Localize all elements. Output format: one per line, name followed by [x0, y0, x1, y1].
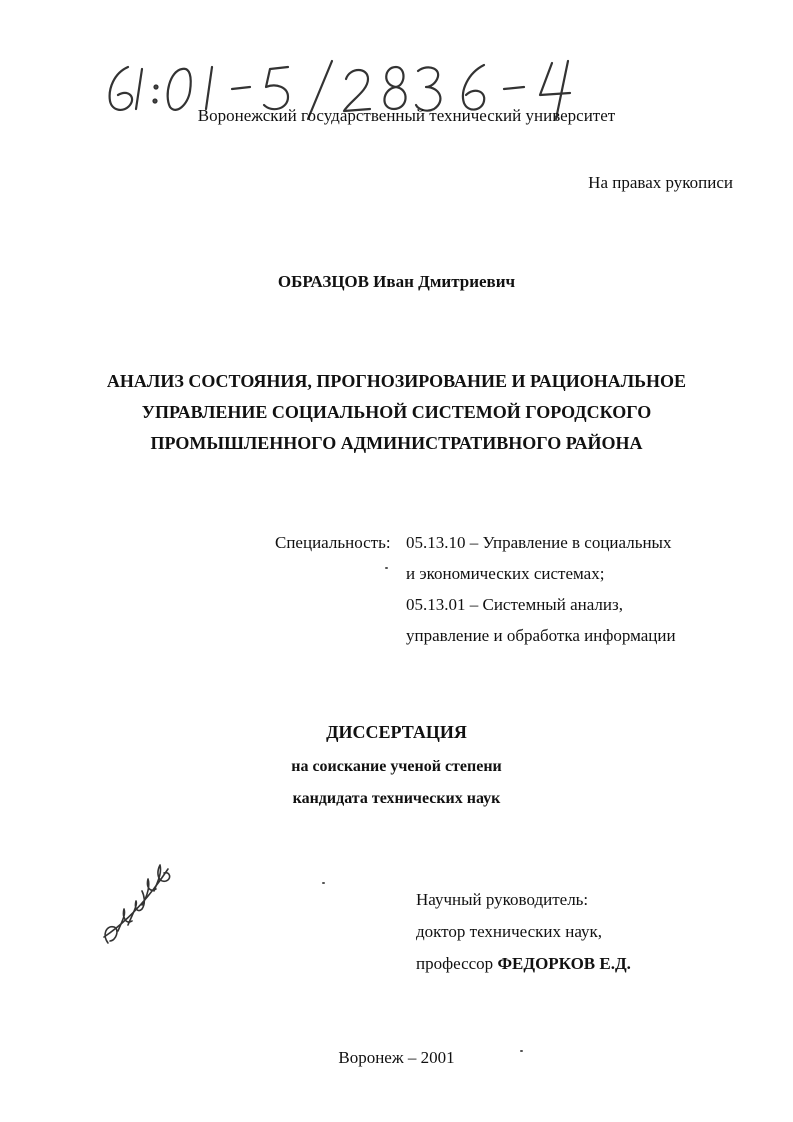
specialty-line: 05.13.10 – Управление в социальных: [406, 533, 672, 552]
scan-speck: [520, 1050, 523, 1052]
degree-line: на соискание ученой степени: [291, 758, 502, 775]
handwritten-signature: [98, 855, 178, 950]
document-type: ДИССЕРТАЦИЯ: [326, 722, 467, 742]
supervisor-label: Научный руководитель:: [416, 890, 589, 909]
supervisor-name-line: [416, 948, 631, 980]
supervisor-name: ФЕДОРКОВ Е.Д.: [497, 954, 631, 973]
city-year: Воронеж – 2001: [338, 1048, 455, 1067]
title-line: ПРОМЫШЛЕННОГО АДМИНИСТРАТИВНОГО РАЙОНА: [150, 433, 643, 453]
supervisor-title: профессор: [416, 954, 494, 973]
scan-speck: [322, 882, 325, 884]
specialty-line: управление и обработка информации: [406, 626, 676, 645]
scan-speck: [385, 567, 388, 569]
degree-line: кандидата технических наук: [292, 790, 501, 807]
specialty-block: [275, 527, 676, 651]
university-name: Воронежский государственный технический университет: [197, 106, 616, 125]
specialty-line: и экономических системах;: [406, 564, 605, 583]
specialty-line: 05.13.01 – Системный анализ,: [406, 595, 623, 614]
supervisor-degree: доктор технических наук,: [416, 922, 603, 941]
manuscript-rights-note: На правах рукописи: [588, 173, 733, 192]
title-line: АНАЛИЗ СОСТОЯНИЯ, ПРОГНОЗИРОВАНИЕ И РАЦИОНАЛЬНОЕ: [106, 371, 687, 391]
title-line: УПРАВЛЕНИЕ СОЦИАЛЬНОЙ СИСТЕМОЙ ГОРОДСКОГО: [141, 402, 652, 422]
supervisor-block: [416, 884, 631, 980]
specialty-label: Специальность:: [275, 533, 391, 552]
dissertation-title: [60, 366, 733, 459]
author-name: ОБРАЗЦОВ Иван Дмитриевич: [277, 272, 516, 291]
